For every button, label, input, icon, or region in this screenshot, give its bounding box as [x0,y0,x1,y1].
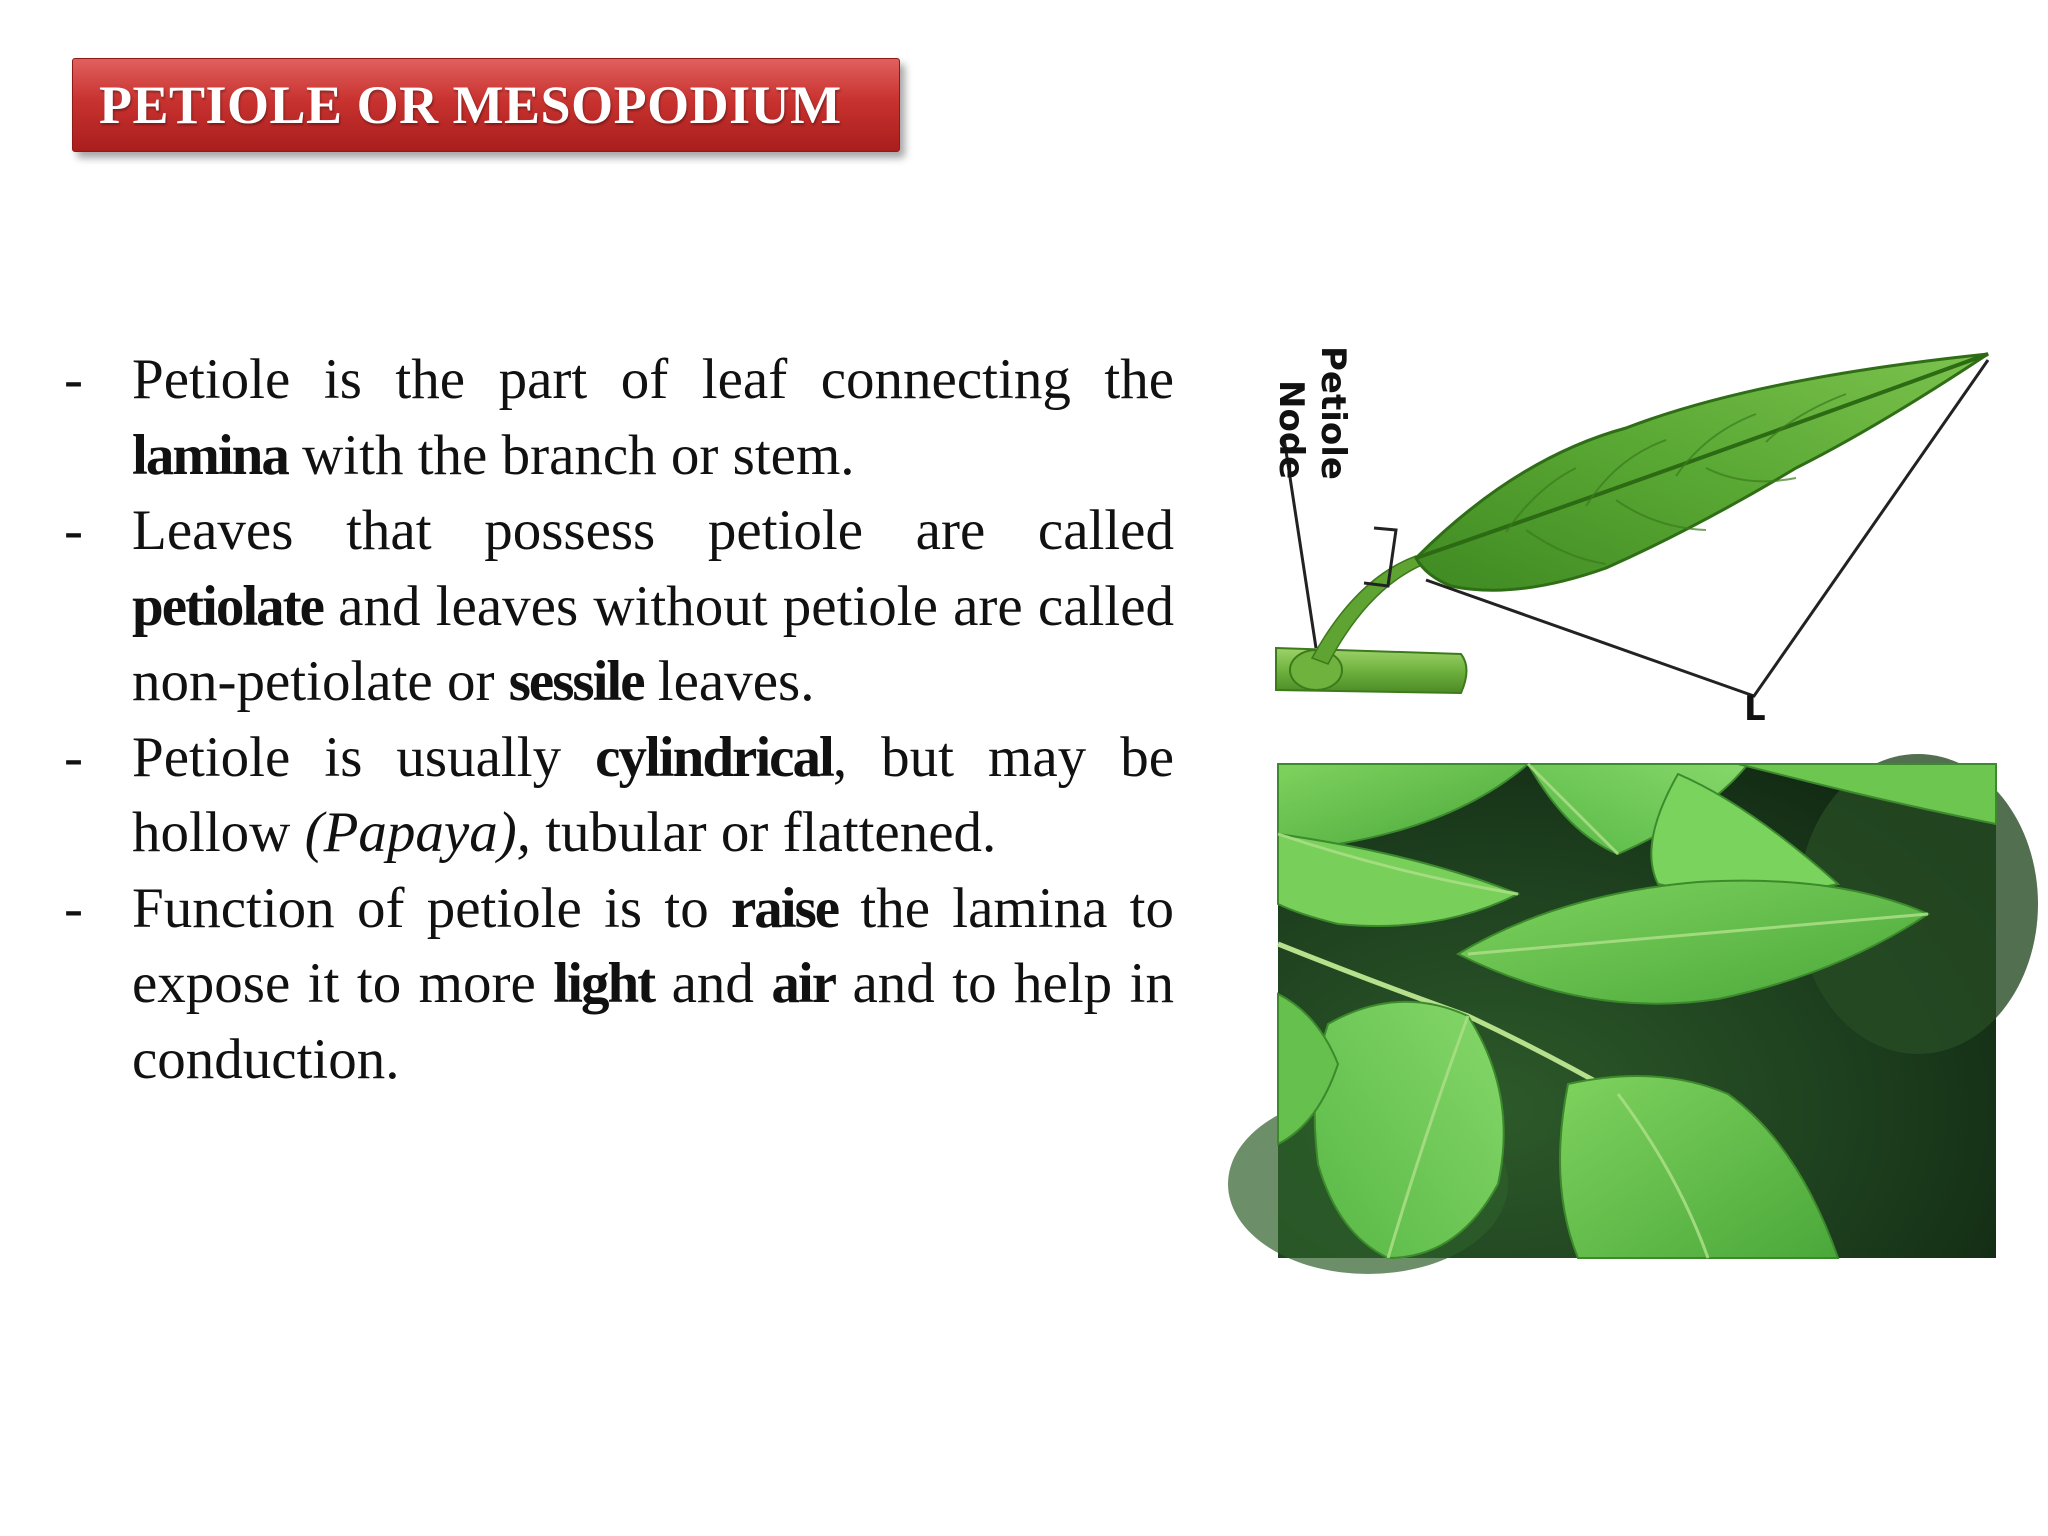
bullet-text-part: with the branch or stem. [287,423,855,487]
bold-term-sessile: sessile [508,650,644,713]
bullet-dash: - [64,348,83,411]
bold-term-raise: raise [730,876,839,940]
bullet-item-petiole-definition [64,342,1174,493]
bullet-list [64,342,1174,1097]
bold-term-light: light [553,952,655,1015]
bullet-item-petiolate-sessile [64,493,1174,720]
bullet-text [132,342,1174,493]
leaf-photo-image [1278,764,1996,1258]
bullet-text-part: Petiole is the part of leaf connecting the [132,348,1174,411]
petiole-label: Petiole [1313,346,1353,480]
bullet-text-part: leaves. [643,650,815,713]
bullet-text-part: Leaves that possess petiole are called [132,499,1174,562]
lamina-label-mark: L [1744,689,1766,729]
bullet-text-part: Petiole is usually [132,725,596,789]
bullet-text [132,720,1174,871]
slide-title: PETIOLE OR MESOPODIUM [99,75,842,135]
bullet-text [132,493,1174,720]
bullet-dash: - [64,725,83,789]
leaf-diagram-image [1271,318,1996,729]
leaf-lamina [1416,354,1988,590]
bullet-text-part: tubular or flattened. [530,801,997,864]
bullet-item-petiole-shape [64,720,1174,871]
node-label: Node [1271,380,1311,480]
bold-term-air: air [771,952,836,1015]
leaf-midrib [1416,354,1988,558]
bullet-dash: - [64,876,83,940]
bullet-text-part: the lamina to expose it to more [132,876,1174,1015]
bullet-text-part: , but may be hollow [132,725,1174,864]
bullet-text [132,871,1174,1098]
bullet-text-part: and [654,952,772,1015]
bullet-dash: - [64,499,83,562]
bold-term-cylindrical: cylindrical [595,725,833,789]
slide-title-banner [72,58,900,152]
bold-term-petiolate: petiolate [132,574,323,638]
italic-example-papaya: (Papaya), [304,801,531,864]
bullet-item-petiole-function [64,871,1174,1098]
leaf-photo-svg [1278,764,1996,1258]
bullet-text-part: Function of petiole is to [132,876,731,940]
leaf-diagram-svg [1271,318,1996,729]
bullet-text-part: and to help in conduction. [132,952,1174,1091]
bold-term-lamina: lamina [132,423,288,487]
bullet-text-part: and leaves without petiole are called non-petiolate or [132,574,1174,713]
petiole-shape [1312,556,1424,664]
